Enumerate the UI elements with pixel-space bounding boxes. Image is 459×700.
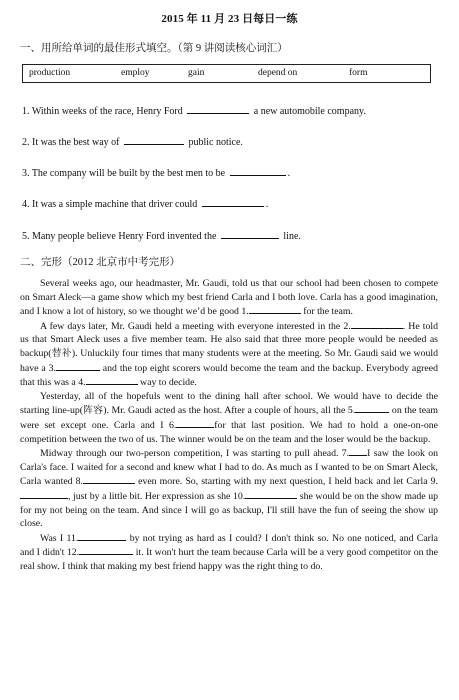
passage-text: for the team. xyxy=(300,306,353,318)
question-4 xyxy=(22,197,268,210)
cloze-blank[interactable] xyxy=(56,361,100,371)
answer-blank[interactable] xyxy=(124,135,184,145)
question-text: 4. It was a simple machine that driver could xyxy=(22,199,198,210)
word-bank-item: gain xyxy=(188,68,205,78)
cloze-blank[interactable] xyxy=(249,304,301,314)
passage-text: for that last position. We had to hold a one-on-one competition between the two of us. The winner would be on the team and the loser would be the backup. xyxy=(20,419,438,445)
passage-paragraph xyxy=(20,531,438,574)
cloze-blank[interactable] xyxy=(79,545,133,555)
passage-text: she would be on the show made up for my not being on the team. And since I will go as backup, I'll still have the fun of seeing the show up close. xyxy=(20,490,439,530)
cloze-blank[interactable] xyxy=(86,375,138,385)
passage-text: . He told us that Smart Aleck uses a five member team. He also said that three more people would be needed as backup(替补). Unluckily four times that many students were at the meeting. So Mr. Gaudi said we would have a 3. xyxy=(20,320,438,374)
cloze-blank[interactable] xyxy=(355,403,389,413)
passage-text: way to decide. xyxy=(137,377,197,389)
question-text: 5. Many people believe Henry Ford invented the xyxy=(22,231,217,242)
passage-text: A few days later, Mr. Gaudi held a meeting with everyone interested in the 2. xyxy=(40,320,351,332)
question-text: a new automobile company. xyxy=(253,106,366,117)
cloze-blank[interactable] xyxy=(176,418,214,428)
passage-paragraph xyxy=(20,390,438,446)
word-bank-item: employ xyxy=(121,68,150,78)
answer-blank[interactable] xyxy=(202,197,264,207)
cloze-blank[interactable] xyxy=(351,319,403,329)
passage-text: and the top eight scorers would become the team and the backup. Everybody agreed that this was a 4. xyxy=(20,362,438,389)
answer-blank[interactable] xyxy=(221,229,279,239)
passage-paragraph xyxy=(20,277,438,319)
word-bank-box xyxy=(22,64,431,83)
passage-text: even more. So, starting with my next question, I held back and let Carla 9. xyxy=(135,476,438,488)
passage-paragraph xyxy=(20,446,438,531)
question-text: . xyxy=(265,199,269,210)
question-3 xyxy=(22,166,290,179)
question-text: . xyxy=(287,168,291,179)
passage-paragraph xyxy=(20,319,438,390)
cloze-blank[interactable] xyxy=(20,489,68,499)
passage-text: Several weeks ago, our headmaster, Mr. Gaudi, told us that our school had been chosen to compete on Smart Aleck—a game show which my best friend Carla and I both love. Carla has a good imagination, and I know a lot of history, so we thought we’d be good 1. xyxy=(20,278,438,318)
passage-text: it. It won't hurt the team because Carla will be a very good competitor on the real show. I think that making my best friend happy was the right thing to do. xyxy=(20,547,439,572)
answer-blank[interactable] xyxy=(187,104,249,114)
word-bank-item: form xyxy=(349,68,368,78)
cloze-blank[interactable] xyxy=(349,446,367,456)
passage-text: Was I 11. xyxy=(40,532,79,544)
cloze-blank[interactable] xyxy=(78,531,126,541)
cloze-passage xyxy=(20,277,438,573)
question-text: public notice. xyxy=(188,137,243,148)
passage-text: I saw the look on Carla's face. I waited for a second and knew what I had to do. As much as I wanted to be on Smart Aleck, Carla wanted 8. xyxy=(20,448,438,488)
passage-text: Midway through our two-person competition, I was starting to pull ahead. 7. xyxy=(40,448,350,460)
passage-text: Yesterday, all of the hopefuls went to the dining hall after school. We would have to decide the starting line-up(阵容). Mr. Gaudi acted as the host. After a couple of hours, all the 5. xyxy=(20,390,438,417)
question-2 xyxy=(22,135,243,148)
section1-heading: 一、用所给单词的最佳形式填空。（第 9 讲阅读核心词汇） xyxy=(20,43,288,54)
page-title: 2015 年 11 月 23 日每日一练 xyxy=(161,13,298,25)
question-text: 2. It was the best way of xyxy=(22,137,120,148)
question-text: 1. Within weeks of the race, Henry Ford xyxy=(22,106,183,117)
section2-heading: 二、完形（2012 北京市中考完形） xyxy=(20,257,181,268)
question-text: line. xyxy=(283,231,301,242)
passage-text: by not trying as hard as I could? I don't think so. No one noticed, and Carla and I didn't 12. xyxy=(20,532,438,559)
question-text: 3. The company will be built by the best men to be xyxy=(22,168,226,179)
word-bank-item: production xyxy=(29,68,71,78)
question-5 xyxy=(22,229,301,242)
passage-text: on the team were set except one. Carla and I 6. xyxy=(20,405,439,431)
passage-text: , just by a little bit. Her expression as she 10. xyxy=(68,490,246,502)
answer-blank[interactable] xyxy=(230,166,286,176)
word-bank-item: depend on xyxy=(258,68,298,78)
cloze-blank[interactable] xyxy=(245,489,297,499)
question-1 xyxy=(22,104,366,117)
cloze-blank[interactable] xyxy=(83,474,135,484)
